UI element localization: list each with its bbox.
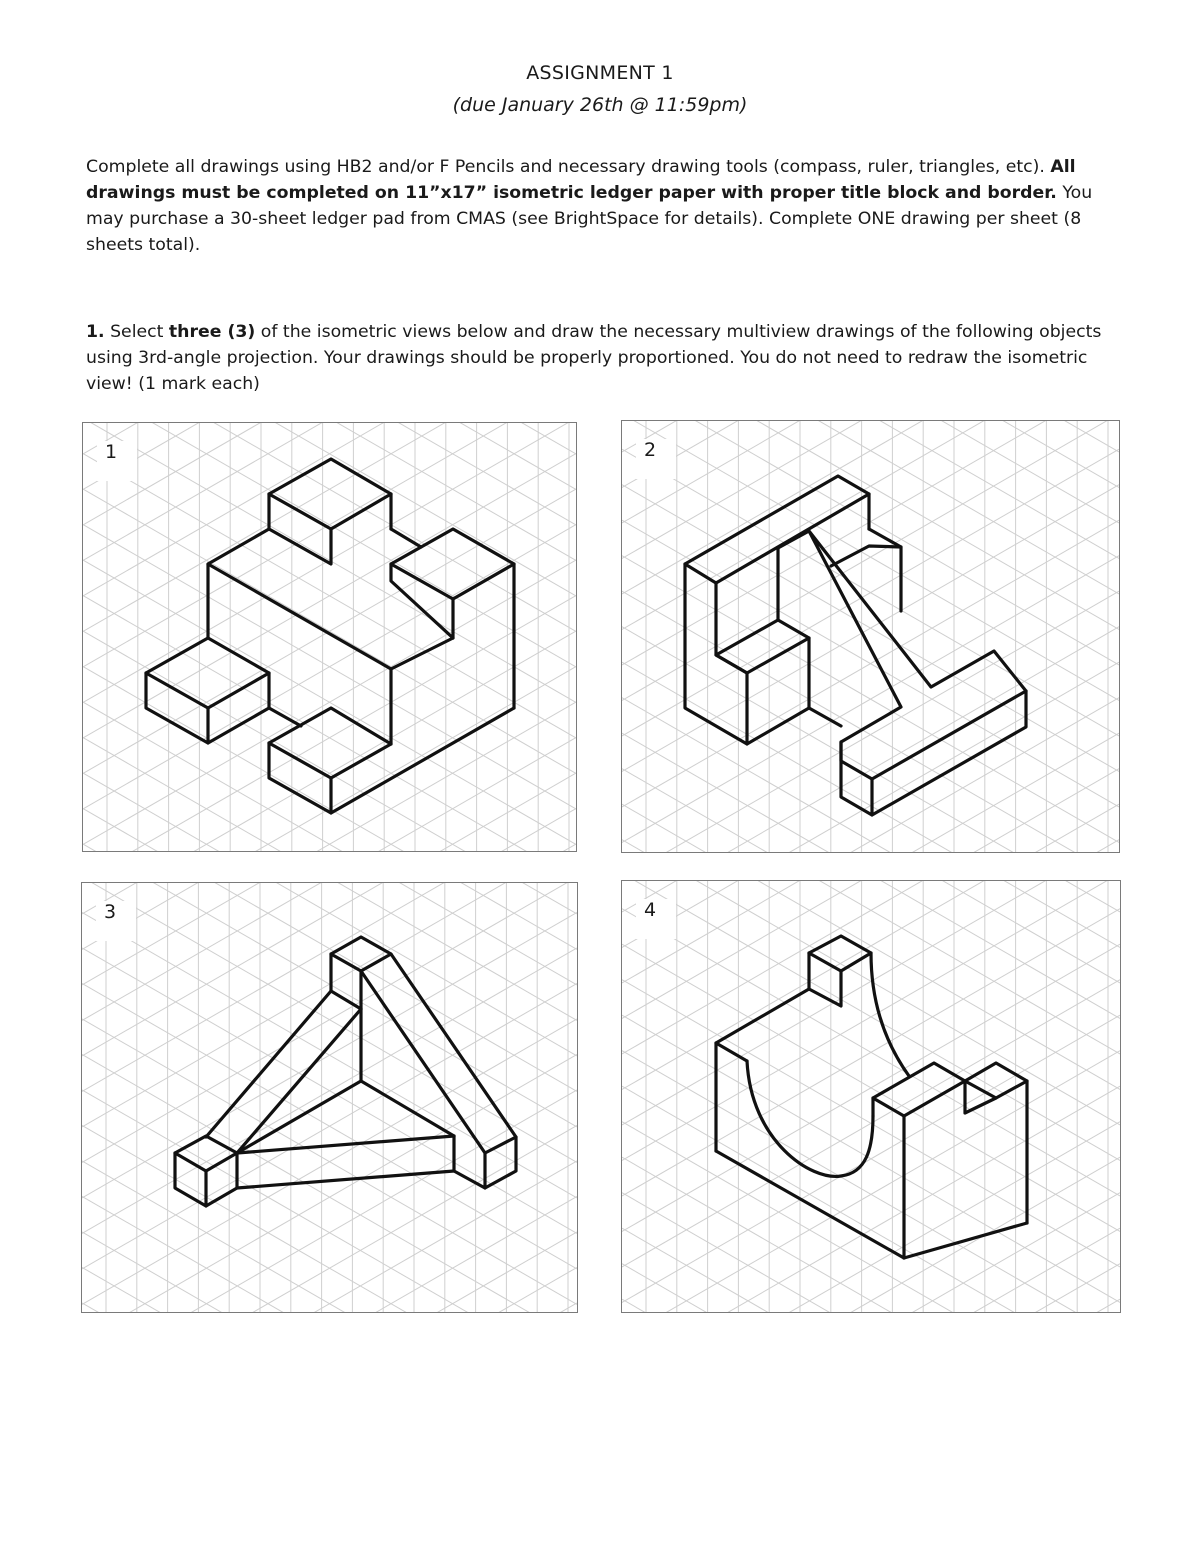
object-1-outline — [146, 459, 514, 813]
question-number: 1. — [86, 322, 105, 342]
question-bold: three (3) — [168, 322, 256, 342]
panel-label-2: 2 — [636, 439, 676, 479]
instructions-text-1: Complete all drawings using HB2 and/or F Pencils and necessary drawing tools (compass, ruler, triangles, etc). — [86, 157, 1051, 177]
isometric-view-1 — [83, 423, 576, 851]
question-1 — [86, 319, 1126, 397]
isometric-view-4 — [622, 881, 1120, 1312]
object-4-outline — [716, 936, 1027, 1258]
question-text-b: of the isometric views below and draw the necessary multiview drawings of the following objects using 3rd-angle projection. Your drawings should be properly proportioned. You do not need to redraw the isometric view! (1 mark each) — [86, 322, 1102, 394]
due-date: (due January 26th @ 11:59pm) — [452, 94, 748, 116]
panel-label-3: 3 — [96, 901, 136, 941]
panel-label-1: 1 — [97, 441, 137, 481]
isometric-panel-1 — [82, 422, 577, 852]
instructions-bold: All drawings must be completed on 11”x17” isometric ledger paper with proper title block and border. — [86, 157, 1076, 203]
question-text-a: Select — [104, 322, 169, 342]
instructions-paragraph — [86, 154, 1126, 258]
isometric-panel-2 — [621, 420, 1120, 853]
isometric-view-2 — [622, 421, 1119, 852]
isometric-grid — [622, 881, 1120, 1312]
panel-label-4: 4 — [636, 899, 676, 939]
instructions-text-2: You may purchase a 30-sheet ledger pad from CMAS (see BrightSpace for details). Complete ONE drawing per sheet (8 sheets total). — [86, 183, 1093, 255]
assignment-title: ASSIGNMENT 1 — [526, 62, 674, 84]
isometric-panel-4 — [621, 880, 1121, 1313]
isometric-view-3 — [82, 883, 577, 1312]
isometric-panel-3 — [81, 882, 578, 1313]
